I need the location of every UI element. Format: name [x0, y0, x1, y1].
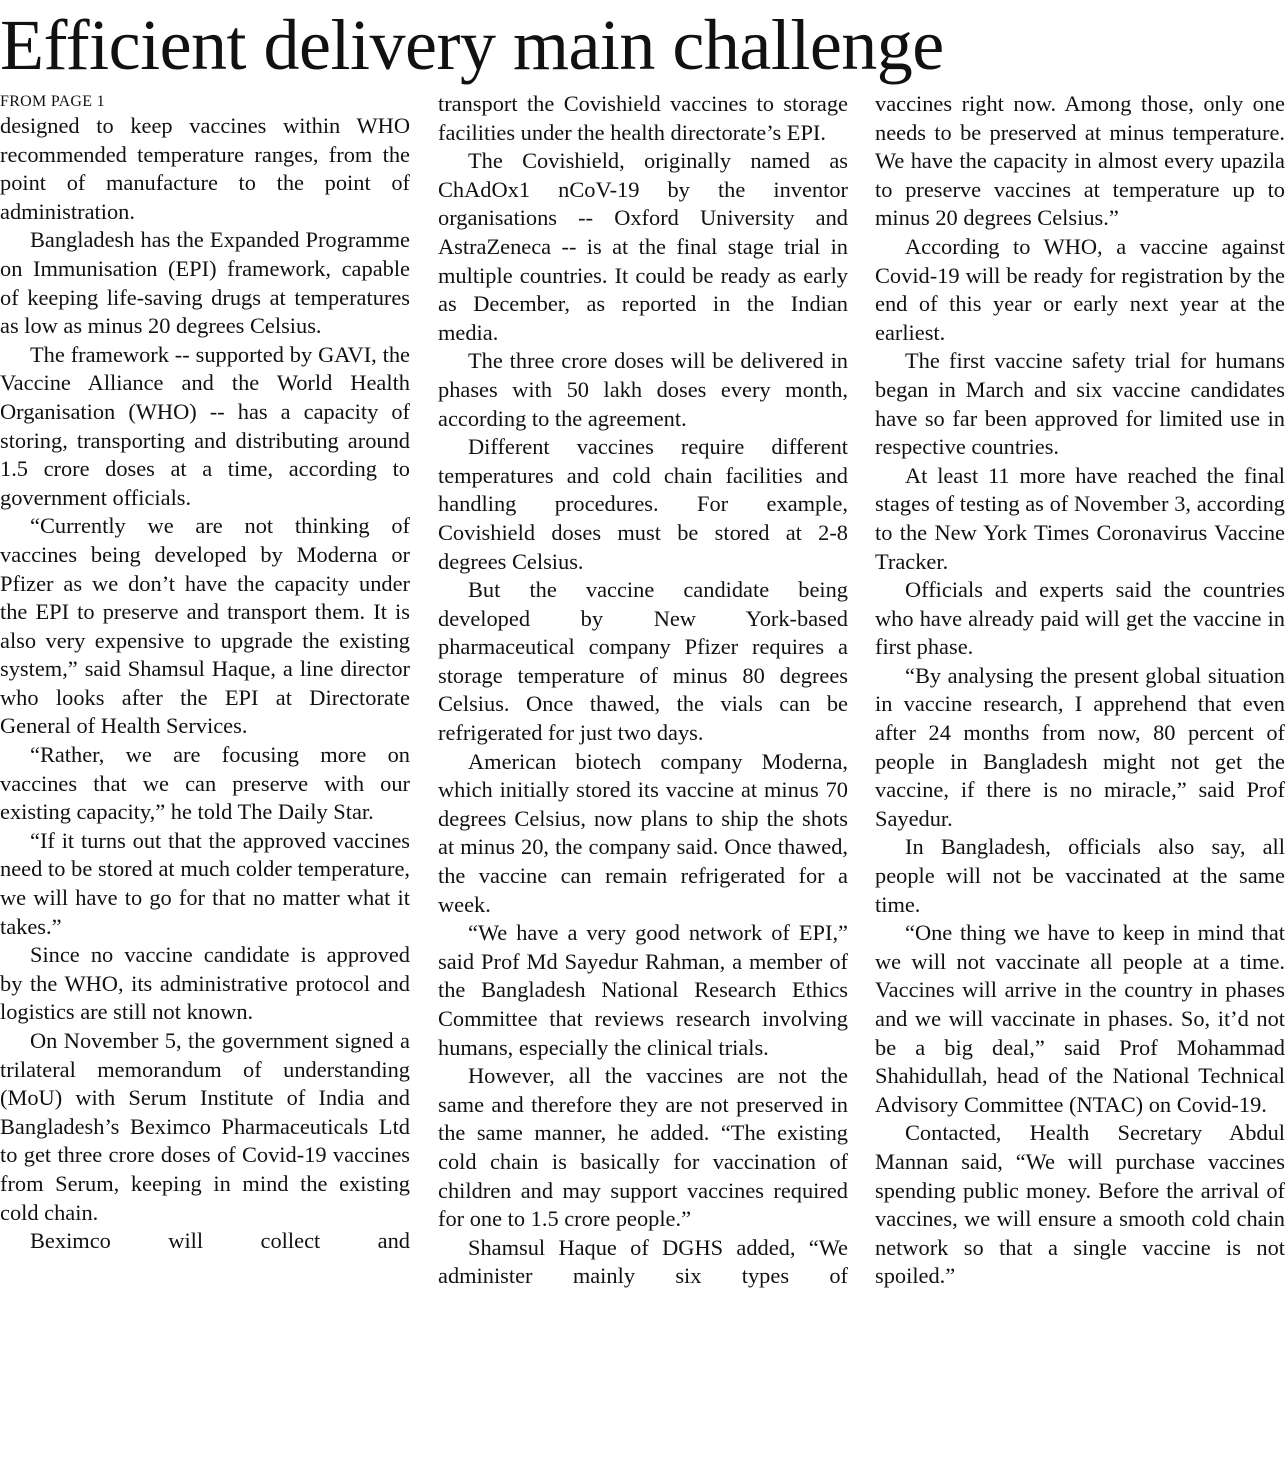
paragraph: “By analysing the present global situation in vaccine research, I apprehend that even after 24 months from now, 80 percent of people in Bangladesh might not get the vaccine, if there is no miracle,” said Prof Sayedur.: [875, 662, 1285, 831]
paragraph: Shamsul Haque of DGHS added, “We administer mainly six types of: [438, 1234, 848, 1289]
paragraph: transport the Covishield vaccines to storage facilities under the health directorate’s EPI.: [438, 91, 848, 145]
paragraph: In Bangladesh, officials also say, all people will not be vaccinated at the same time.: [875, 834, 1285, 917]
paragraph: Different vaccines require different temperatures and cold chain facilities and handling procedures. For example, Covishield doses must be stored at 2-8 degrees Celsius.: [438, 434, 848, 574]
paragraph: Contacted, Health Secretary Abdul Mannan said, “We will purchase vaccines spending public money. Before the arrival of vaccines, we will ensure a smooth cold chain network so that a single vaccine is not spoiled.”: [875, 1120, 1285, 1289]
paragraph: “If it turns out that the approved vaccines need to be stored at much colder temperature, we will have to go for that no matter what it takes.”: [0, 827, 410, 939]
paragraph: “Rather, we are focusing more on vaccines that we can preserve with our existing capacity,” he told The Daily Star.: [0, 742, 410, 825]
paragraph: The framework -- supported by GAVI, the Vaccine Alliance and the World Health Organisation (WHO) -- has a capacity of storing, transporting and distributing around 1.5 crore doses at a time, according to government officials.: [0, 341, 410, 510]
paragraph: On November 5, the government signed a trilateral memorandum of understanding (MoU) with Serum Institute of India and Bangladesh’s Beximco Pharmaceuticals Ltd to get three crore doses of Covid-19 vaccines from Serum, keeping in mind the existing cold chain.: [0, 1028, 410, 1225]
article-column-1: [0, 92, 410, 1467]
paragraph: Officials and experts said the countries who have already paid will get the vaccine in first phase.: [875, 577, 1285, 660]
paragraph: The first vaccine safety trial for humans began in March and six vaccine candidates have so far been approved for limited use in respective countries.: [875, 348, 1285, 460]
paragraph: The three crore doses will be delivered in phases with 50 lakh doses every month, according to the agreement.: [438, 348, 848, 431]
paragraph: The Covishield, originally named as ChAdOx1 nCoV-19 by the inventor organisations -- Oxford University and AstraZeneca -- is at the final stage trial in multiple countries. It could be ready as early as December, as reported in the Indian media.: [438, 148, 848, 345]
paragraph: Beximco will collect and: [30, 1228, 410, 1254]
paragraph: At least 11 more have reached the final stages of testing as of November 3, according to the New York Times Coronavirus Vaccine Tracker.: [875, 462, 1285, 574]
paragraph: vaccines right now. Among those, only one needs to be preserved at minus temperature. We have the capacity in almost every upazila to preserve vaccines at temperature up to minus 20 degrees Celsius.”: [875, 91, 1285, 231]
dateline: FROM PAGE 1: [0, 93, 105, 110]
paragraph: Since no vaccine candidate is approved by the WHO, its administrative protocol and logistics are still not known.: [0, 942, 410, 1025]
paragraph: “We have a very good network of EPI,” said Prof Md Sayedur Rahman, a member of the Bangladesh National Research Ethics Committee that reviews research involving humans, especially the clinical trials.: [438, 920, 848, 1060]
headline: Efficient delivery main challenge: [0, 5, 944, 85]
paragraph: “One thing we have to keep in mind that we will not vaccinate all people at a time. Vaccines will arrive in the country in phases and we will vaccinate in phases. So, it’d not be a big deal,” said Prof Mohammad Shahidullah, head of the National Technical Advisory Committee (NTAC) on Covid-19.: [875, 920, 1285, 1117]
paragraph: But the vaccine candidate being developed by New York-based pharmaceutical company Pfizer requires a storage temperature of minus 80 degrees Celsius. Once thawed, the vials can be refrigerated for just two days.: [438, 577, 848, 746]
paragraph: designed to keep vaccines within WHO recommended temperature ranges, from the point of manufacture to the point of administration.: [0, 113, 410, 224]
article-column-2: [438, 90, 848, 1465]
paragraph: According to WHO, a vaccine against Covid-19 will be ready for registration by the end of this year or early next year at the earliest.: [875, 233, 1285, 345]
paragraph: “Currently we are not thinking of vaccines being developed by Moderna or Pfizer as we don’t have the capacity under the EPI to preserve and transport them. It is also very expensive to upgrade the existing system,” said Shamsul Haque, a line director who looks after the EPI at Directorate General of Health Services.: [0, 513, 410, 739]
paragraph: Bangladesh has the Expanded Programme on Immunisation (EPI) framework, capable of keeping life-saving drugs at temperatures as low as minus 20 degrees Celsius.: [0, 227, 410, 339]
article-column-3: [875, 90, 1285, 1465]
paragraph: American biotech company Moderna, which initially stored its vaccine at minus 70 degrees Celsius, now plans to ship the shots at minus 20, the company said. Once thawed, the vaccine can remain refrigerated for a week.: [438, 748, 848, 917]
paragraph: However, all the vaccines are not the same and therefore they are not preserved in the same manner, he added. “The existing cold chain is basically for vaccination of children and may support vaccines required for one to 1.5 crore people.”: [438, 1063, 848, 1232]
